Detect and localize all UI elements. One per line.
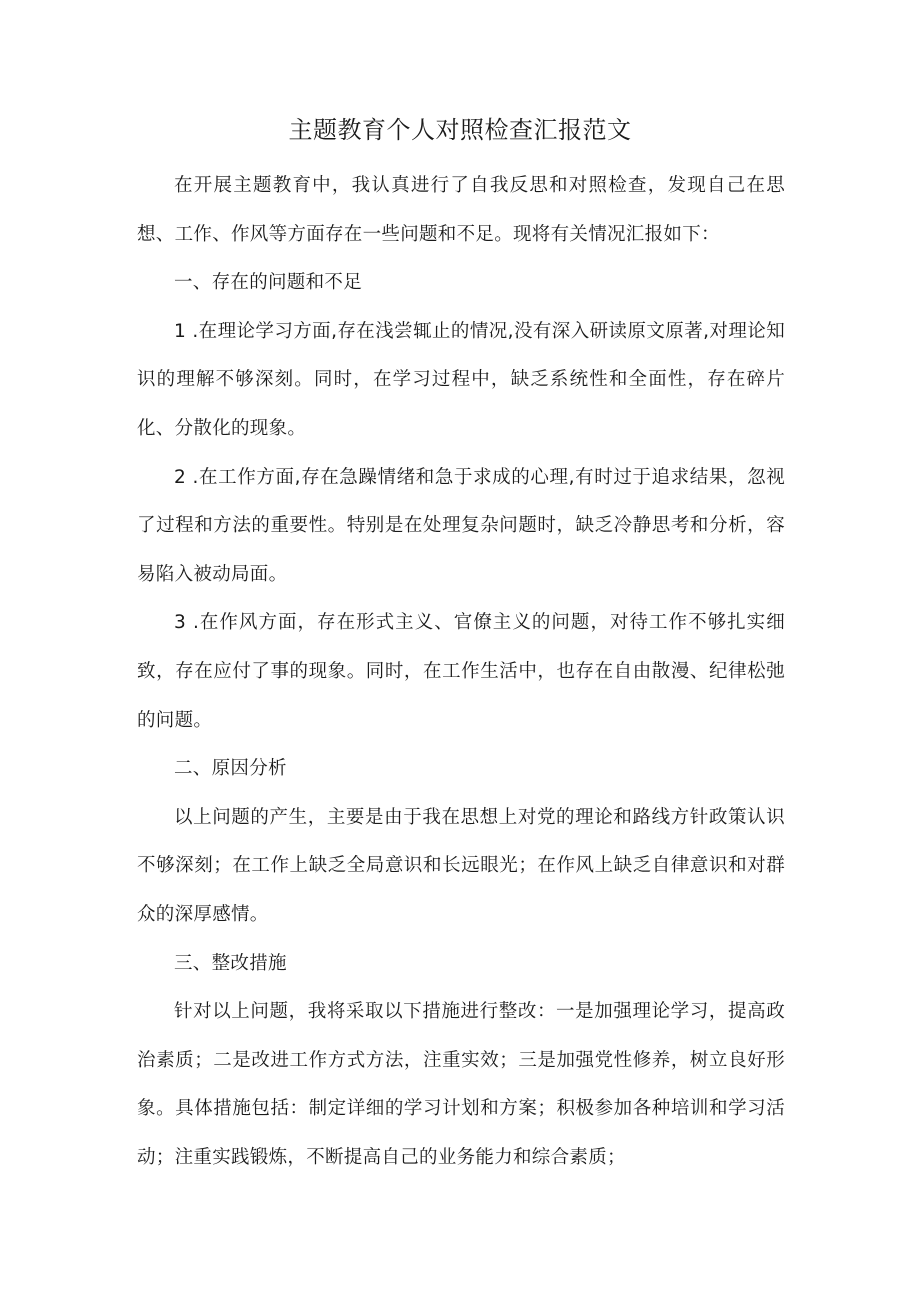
document-title: 主题教育个人对照检查汇报范文 <box>288 116 632 144</box>
causes-paragraph: 以上问题的产生，主要是由于我在思想上对党的理论和路线方针政策认识不够深刻；在工作上缺乏全局意识和长远眼光；在作风上缺乏自律意识和对群众的深厚感情。 <box>137 806 785 925</box>
document-body <box>137 162 785 1182</box>
problem-item-style: 3 .在作风方面，存在形式主义、官僚主义的问题，对待工作不够扎实细致，存在应付了事的现象。同时，在工作生活中，也存在自由散漫、纪律松弛的问题。 <box>137 612 785 731</box>
section-heading-measures: 三、整改措施 <box>174 952 287 974</box>
measures-paragraph: 针对以上问题，我将采取以下措施进行整改：一是加强理论学习，提高政治素质；二是改进工作方式方法，注重实效；三是加强党性修养，树立良好形象。具体措施包括：制定详细的学习计划和方案；积极参加各种培训和学习活动；注重实践锻炼，不断提高自己的业务能力和综合素质； <box>137 1001 785 1168</box>
problem-item-theory-study: 1 .在理论学习方面,存在浅尝辄止的情况,没有深入研读原文原著,对理论知识的理解不够深刻。同时，在学习过程中，缺乏系统性和全面性，存在碎片化、分散化的现象。 <box>137 320 785 439</box>
section-heading-causes: 二、原因分析 <box>174 758 287 780</box>
problem-item-work: 2 .在工作方面,存在急躁情绪和急于求成的心理,有时过于追求结果，忽视了过程和方法的重要性。特别是在处理复杂问题时，缺乏冷静思考和分析，容易陷入被动局面。 <box>137 466 785 585</box>
intro-paragraph: 在开展主题教育中，我认真进行了自我反思和对照检查，发现自己在思想、工作、作风等方面存在一些问题和不足。现将有关情况汇报如下： <box>137 175 785 245</box>
section-heading-problems: 一、存在的问题和不足 <box>174 272 363 294</box>
